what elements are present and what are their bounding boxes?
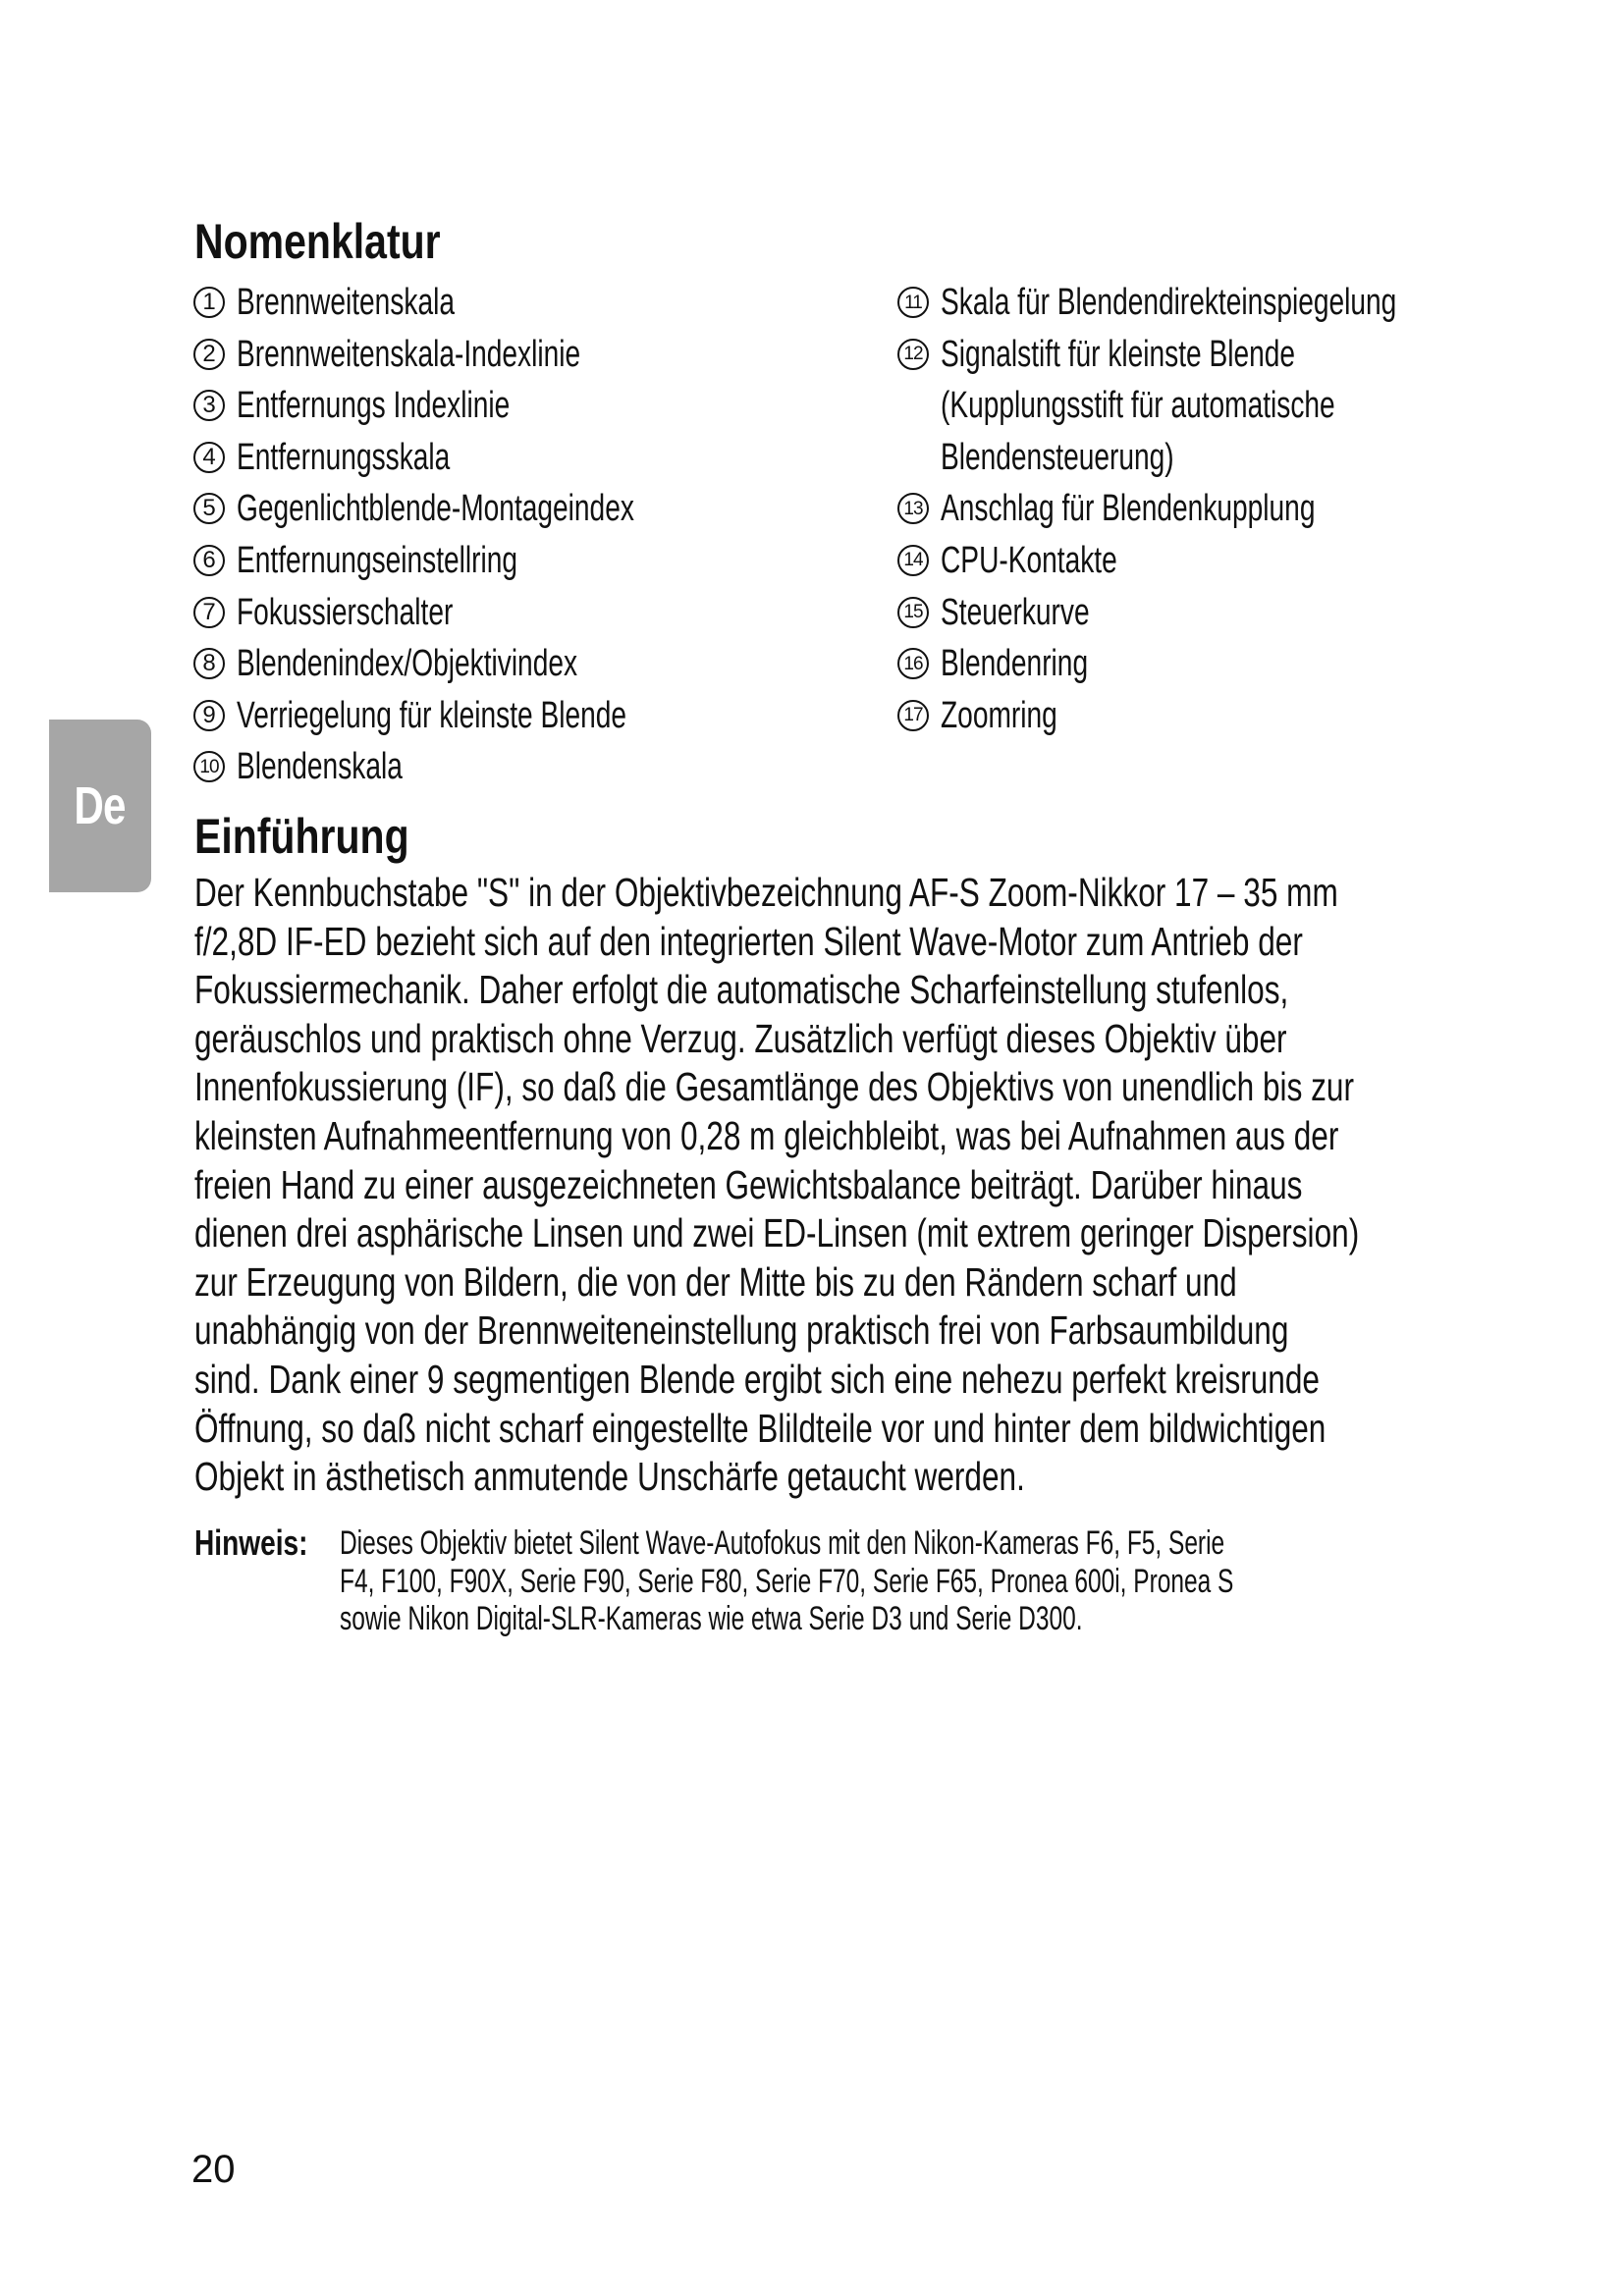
nomenclature-item-text: Gegenlichtblende-Montageindex [237, 488, 634, 530]
paragraph-line: sind. Dank einer 9 segmentigen Blende ergibt sich eine nehezu perfekt kreisrunde [194, 1356, 1320, 1402]
number-badge: 16 [897, 648, 929, 679]
nomenclature-item [897, 535, 1556, 587]
note-text [340, 1524, 1429, 1638]
paragraph-line: unabhängig von der Brennweiteneinstellung praktisch frei von Farbsaumbildung [194, 1308, 1289, 1354]
nomenclature-item-text: Entfernungseinstellring [237, 539, 518, 581]
nomenclature-item-text: Blendenring [941, 643, 1089, 685]
paragraph-line: freien Hand zu einer ausgezeichneten Gewichtsbalance beiträgt. Darüber hinaus [194, 1161, 1303, 1207]
number-badge: 10 [193, 751, 225, 782]
note-label: Hinweis: [194, 1522, 308, 1563]
nomenclature-item [193, 432, 774, 484]
nomenclature-item [897, 690, 1556, 742]
paragraph-line: Öffnung, so daß nicht scharf eingestellte Blildteile vor und hinter dem bildwichtigen [194, 1405, 1326, 1451]
number-badge: 3 [193, 390, 225, 421]
paragraph-line: Objekt in ästhetisch anmutende Unschärfe getaucht werden. [194, 1454, 1025, 1500]
nomenclature-item-text: Blendenindex/Objektivindex [237, 643, 578, 685]
nomenclature-item [193, 587, 774, 639]
paragraph-line: Der Kennbuchstabe "S" in der Objektivbezeichnung AF-S Zoom-Nikkor 17 – 35 mm [194, 870, 1338, 915]
nomenclature-item [193, 329, 774, 381]
number-badge: 7 [193, 597, 225, 628]
number-badge: 4 [193, 442, 225, 473]
nomenclature-item [897, 277, 1556, 329]
nomenclature-item [193, 380, 774, 432]
paragraph-line: dienen drei asphärische Linsen und zwei ED-Linsen (mit extrem geringer Dispersion) [194, 1210, 1360, 1256]
nomenclature-item-text: Brennweitenskala [237, 282, 455, 323]
nomenclature-item [897, 638, 1556, 690]
nomenclature-list-left [193, 277, 774, 793]
introduction-heading: Einführung [194, 809, 409, 864]
number-badge: 6 [193, 545, 225, 576]
nomenclature-item-text: Blendenskala [237, 746, 403, 788]
number-badge: 8 [193, 648, 225, 679]
number-badge: 2 [193, 339, 225, 370]
number-badge: 15 [897, 597, 929, 628]
number-badge: 14 [897, 545, 929, 576]
paragraph-line: zur Erzeugung von Bildern, die von der Mitte bis zu den Rändern scharf und [194, 1258, 1237, 1305]
nomenclature-item-text: Zoomring [941, 694, 1057, 736]
nomenclature-item [193, 535, 774, 587]
number-badge: 17 [897, 700, 929, 731]
nomenclature-item-text: Skala für Blendendirekteinspiegelung [941, 282, 1397, 323]
introduction-paragraph [194, 869, 1563, 1502]
paragraph-line: Fokussiermechanik. Daher erfolgt die automatische Scharfeinstellung stufenlos, [194, 967, 1289, 1013]
paragraph-line: f/2,8D IF-ED bezieht sich auf den integrierten Silent Wave-Motor zum Antrieb der [194, 918, 1303, 964]
number-badge: 1 [193, 287, 225, 318]
paragraph-line: geräuschlos und praktisch ohne Verzug. Zusätzlich verfügt dieses Objektiv über [194, 1015, 1287, 1061]
note-line: F4, F100, F90X, Serie F90, Serie F80, Serie F70, Serie F65, Pronea 600i, Pronea S [340, 1562, 1234, 1600]
nomenclature-item-text: Entfernungsskala [237, 436, 451, 478]
nomenclature-item [193, 741, 774, 793]
nomenclature-item-text: Verriegelung für kleinste Blende [237, 694, 627, 736]
number-badge: 9 [193, 700, 225, 731]
number-badge: 11 [897, 287, 929, 318]
paragraph-line: kleinsten Aufnahmeentfernung von 0,28 m gleichbleibt, was bei Aufnahmen aus der [194, 1112, 1339, 1158]
nomenclature-item [193, 483, 774, 535]
nomenclature-list-right [897, 277, 1556, 741]
nomenclature-heading: Nomenklatur [194, 214, 441, 269]
nomenclature-item [193, 638, 774, 690]
nomenclature-item-text: Brennweitenskala-Indexlinie [237, 333, 581, 375]
number-badge: 13 [897, 493, 929, 524]
nomenclature-item [193, 277, 774, 329]
nomenclature-item-text: Steuerkurve [941, 591, 1090, 633]
language-tab-label: De [74, 776, 127, 835]
note-line: Dieses Objektiv bietet Silent Wave-Autofokus mit den Nikon-Kameras F6, F5, Serie [340, 1524, 1225, 1562]
nomenclature-item [897, 587, 1556, 639]
nomenclature-item-text: Fokussierschalter [237, 591, 454, 633]
paragraph-line: Innenfokussierung (IF), so daß die Gesamtlänge des Objektivs von unendlich bis zur [194, 1064, 1354, 1110]
nomenclature-item-text: Entfernungs Indexlinie [237, 385, 511, 427]
nomenclature-item [193, 690, 774, 742]
nomenclature-item [897, 483, 1556, 535]
nomenclature-item-text: CPU-Kontakte [941, 539, 1117, 581]
number-badge: 5 [193, 493, 225, 524]
nomenclature-item-text: Anschlag für Blendenkupplung [941, 488, 1316, 530]
page-number: 20 [191, 2148, 236, 2191]
nomenclature-item [897, 329, 1556, 484]
number-badge: 12 [897, 339, 929, 370]
nomenclature-item-text: Signalstift für kleinste Blende (Kupplungsstift für automatische Blendensteuerung) [941, 333, 1335, 478]
note-line: sowie Nikon Digital-SLR-Kameras wie etwa Serie D3 und Serie D300. [340, 1600, 1083, 1637]
language-tab [49, 720, 151, 892]
